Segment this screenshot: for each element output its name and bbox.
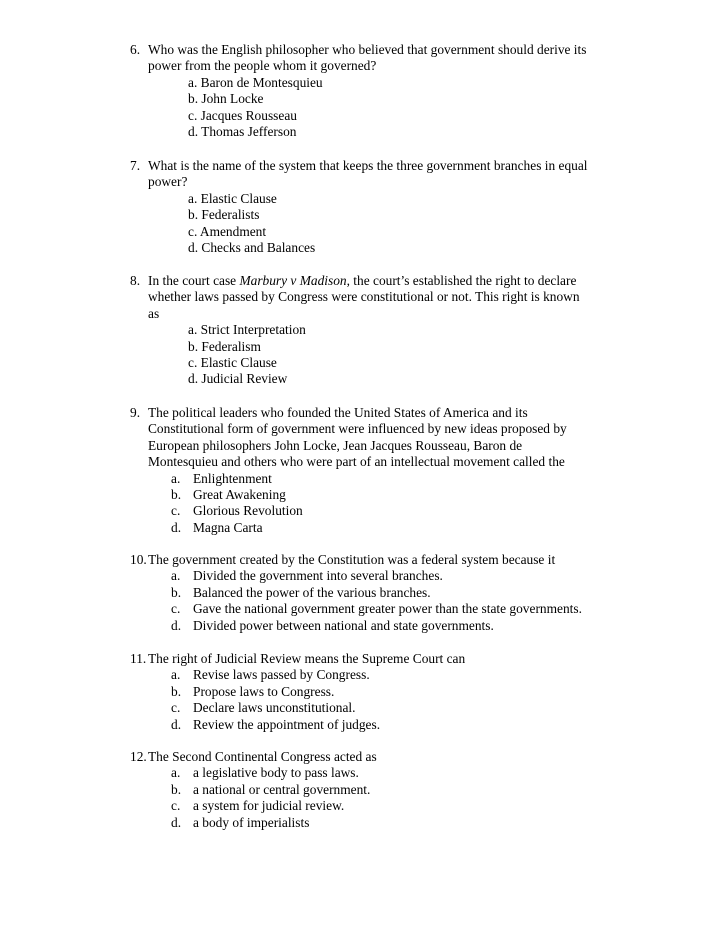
answer-option: [130, 700, 630, 716]
option-text: a legislative body to pass laws.: [193, 765, 359, 781]
question-6: [130, 42, 630, 140]
question-text-line: What is the name of the system that keeps the three government branches in equal: [148, 158, 588, 173]
option-letter: b.: [171, 584, 182, 600]
option-text: a body of imperialists: [193, 814, 310, 830]
question-12: [130, 749, 630, 831]
option-letter: c.: [171, 601, 181, 617]
answer-option: [130, 684, 630, 700]
option-letter: c.: [171, 700, 181, 716]
answer-option: [130, 815, 630, 831]
answer-option: a. Elastic Clause: [188, 190, 277, 206]
question-number: 12.: [130, 749, 147, 764]
option-text: Glorious Revolution: [193, 503, 303, 519]
option-letter: a.: [171, 667, 181, 683]
answer-option: [130, 471, 630, 487]
question-text-line: as: [148, 305, 160, 321]
answer-option: [130, 568, 630, 584]
answer-option: a. Strict Interpretation: [188, 322, 306, 338]
option-text: Declare laws unconstitutional.: [193, 700, 356, 716]
answer-option: c. Jacques Rousseau: [188, 107, 297, 123]
question-7: [130, 158, 630, 256]
answer-option: [130, 667, 630, 683]
option-text: Review the appointment of judges.: [193, 716, 381, 732]
question-text-line: whether laws passed by Congress were constitutional or not. This right is known: [148, 289, 580, 305]
case-name: Marbury v Madison: [239, 273, 347, 288]
option-text: Revise laws passed by Congress.: [193, 667, 370, 683]
option-text: Divided power between national and state governments.: [193, 617, 494, 633]
question-number: 8.: [130, 273, 141, 288]
question-text-line: The government created by the Constitution was a federal system because it: [148, 552, 556, 567]
option-letter: c.: [171, 503, 181, 519]
question-text-line: Montesquieu and others who were part of an intellectual movement called the: [148, 454, 565, 470]
answer-option: [130, 601, 630, 617]
option-text: Great Awakening: [193, 487, 286, 503]
answer-option: c. Elastic Clause: [188, 355, 277, 371]
answer-option: [130, 585, 630, 601]
option-text: Propose laws to Congress.: [193, 683, 335, 699]
answer-option: b. Federalists: [188, 207, 260, 223]
option-text: Gave the national government greater power than the state governments.: [193, 601, 582, 617]
question-9: [130, 405, 630, 536]
question-number: 11.: [130, 651, 147, 666]
question-number: 6.: [130, 42, 141, 57]
answer-option: [130, 782, 630, 798]
question-text-line: Constitutional form of government were influenced by new ideas proposed by: [148, 421, 567, 437]
question-number: 7.: [130, 158, 141, 173]
question-number: 10.: [130, 552, 147, 567]
question-text-line: power?: [148, 174, 188, 190]
question-text-line: power from the people whom it governed?: [148, 58, 377, 74]
option-letter: b.: [171, 781, 182, 797]
answer-option: [130, 487, 630, 503]
answer-option: d. Thomas Jefferson: [188, 124, 297, 140]
question-11: [130, 651, 630, 733]
option-text: a national or central government.: [193, 781, 371, 797]
answer-option: [130, 520, 630, 536]
answer-option: d. Checks and Balances: [188, 240, 316, 256]
question-text-prefix: In the court case: [148, 273, 240, 288]
option-text: Balanced the power of the various branches.: [193, 584, 431, 600]
option-letter: b.: [171, 683, 182, 699]
answer-option: [130, 765, 630, 781]
option-letter: a.: [171, 568, 181, 584]
answer-option: b. Federalism: [188, 338, 261, 354]
question-10: [130, 552, 630, 634]
answer-option: d. Judicial Review: [188, 371, 288, 387]
answer-option: [130, 717, 630, 733]
option-text: Enlightenment: [193, 470, 272, 486]
option-letter: c.: [171, 798, 181, 814]
question-text-line: Who was the English philosopher who believed that government should derive its: [148, 42, 587, 57]
question-text-line: The Second Continental Congress acted as: [148, 749, 377, 764]
option-letter: d.: [171, 716, 182, 732]
answer-option: [130, 503, 630, 519]
option-text: a system for judicial review.: [193, 798, 345, 814]
question-text-suffix: , the court’s established the right to declare: [346, 273, 577, 288]
option-letter: d.: [171, 617, 182, 633]
option-text: Magna Carta: [193, 519, 263, 535]
answer-option: b. John Locke: [188, 91, 264, 107]
option-letter: d.: [171, 519, 182, 535]
option-letter: d.: [171, 814, 182, 830]
question-number: 9.: [130, 405, 141, 420]
answer-option: c. Amendment: [188, 223, 267, 239]
question-text-line: [148, 273, 630, 289]
question-text-line: European philosophers John Locke, Jean Jacques Rousseau, Baron de: [148, 437, 523, 453]
answer-option: [130, 798, 630, 814]
option-text: Divided the government into several branches.: [193, 568, 443, 584]
option-letter: a.: [171, 765, 181, 781]
question-text-line: The right of Judicial Review means the Supreme Court can: [148, 651, 466, 666]
option-letter: a.: [171, 470, 181, 486]
answer-option: [130, 618, 630, 634]
question-8: [130, 273, 630, 388]
question-text-line: The political leaders who founded the United States of America and its: [148, 405, 528, 420]
option-letter: b.: [171, 487, 182, 503]
answer-option: a. Baron de Montesquieu: [188, 74, 323, 90]
